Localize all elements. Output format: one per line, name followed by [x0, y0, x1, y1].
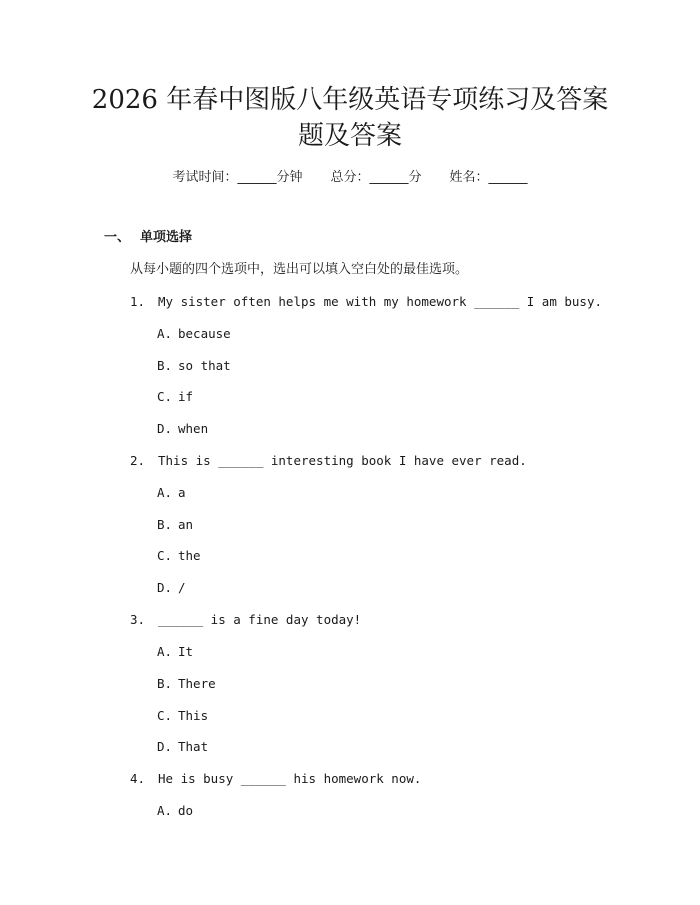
document-title-line-1: 2026 年春中图版八年级英语专项练习及答案 [91, 85, 609, 115]
section-number: 一、 [104, 230, 131, 245]
question-4-option-a: A. do [157, 803, 194, 818]
question-3-option-a: A. It [157, 644, 194, 659]
question-text: This is ______ interesting book I have ever read. [158, 453, 527, 468]
question-number: 2. [130, 453, 146, 468]
question-2-option-a: A. a [157, 485, 186, 500]
question-2-option-b: B. an [157, 517, 194, 532]
question-1-option-b: B. so that [157, 358, 231, 373]
question-2-option-d: D. / [157, 580, 186, 595]
question-2 [130, 451, 527, 471]
section-heading [104, 228, 192, 248]
exam-meta [0, 168, 700, 188]
question-number: 3. [130, 612, 146, 627]
question-3-option-c: C. This [157, 708, 209, 723]
question-1-option-c: C. if [157, 389, 194, 404]
exam-time-field: 考试时间：______分钟 [172, 170, 303, 185]
question-text: My sister often helps me with my homework ______ I am busy. [158, 294, 603, 309]
document-title-line-2: 题及答案 [297, 121, 402, 151]
section-title: 单项选择 [140, 230, 193, 245]
question-text: He is busy ______ his homework now. [158, 771, 422, 786]
question-1-option-d: D. when [157, 421, 209, 436]
section-instruction: 从每小题的四个选项中，选出可以填入空白处的最佳选项。 [130, 262, 469, 277]
question-1 [130, 292, 602, 312]
question-4 [130, 769, 421, 789]
student-name-field: 姓名：______ [449, 170, 528, 185]
question-2-option-c: C. the [157, 548, 201, 563]
question-number: 4. [130, 771, 146, 786]
question-3 [130, 610, 361, 630]
total-score-field: 总分：______分 [330, 170, 422, 185]
question-number: 1. [130, 294, 146, 309]
question-1-option-a: A. because [157, 326, 231, 341]
question-3-option-b: B. There [157, 676, 216, 691]
question-3-option-d: D. That [157, 739, 209, 754]
question-text: ______ is a fine day today! [158, 612, 362, 627]
